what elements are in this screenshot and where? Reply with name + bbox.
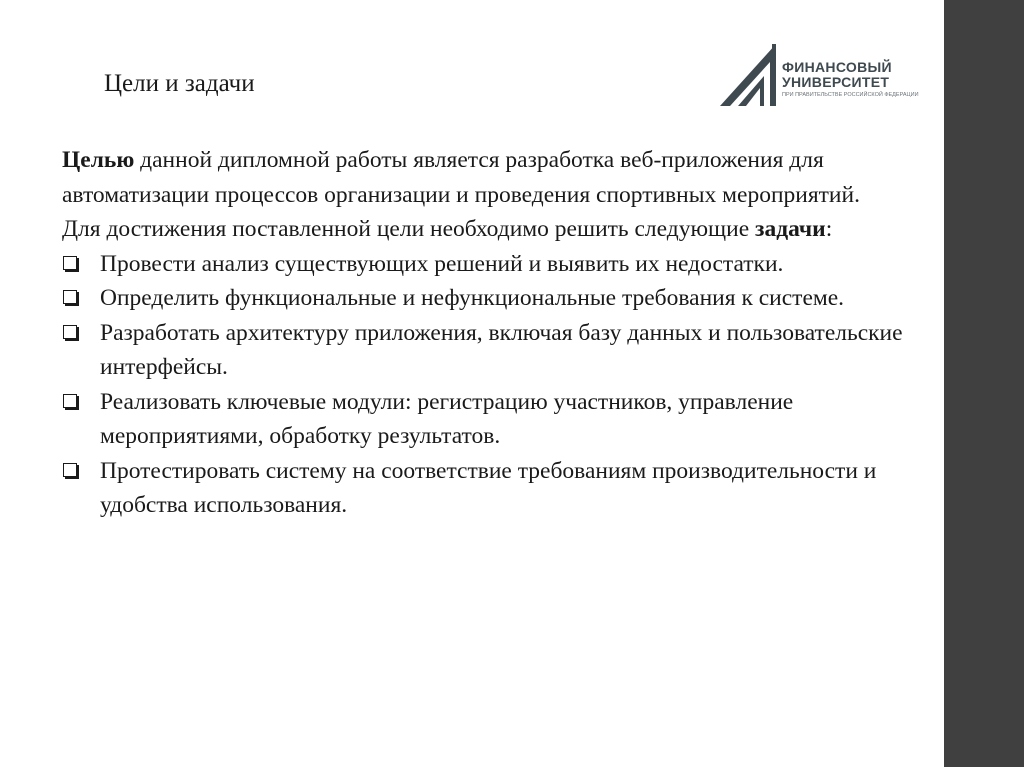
- list-item: [62, 385, 922, 454]
- task-list: [62, 247, 922, 523]
- checkbox-icon: [63, 325, 77, 339]
- slide-title: Цели и задачи: [104, 70, 255, 97]
- checkbox-icon: [63, 463, 77, 477]
- list-item: [62, 281, 922, 316]
- checkbox-icon: [63, 256, 77, 270]
- tasks-intro-suffix: :: [825, 216, 833, 242]
- task-text: Определить функциональные и нефункциональные требования к системе.: [100, 285, 845, 311]
- logo-subtitle: ПРИ ПРАВИТЕЛЬСТВЕ РОССИЙСКОЙ ФЕДЕРАЦИИ: [782, 92, 919, 98]
- logo-name: ФИНАНСОВЫЙ УНИВЕРСИТЕТ: [782, 59, 892, 90]
- tasks-intro-bold-word: задачи: [755, 216, 826, 242]
- task-text: Провести анализ существующих решений и выявить их недостатки.: [100, 250, 784, 277]
- task-text: Протестировать систему на соответствие требованиям производительности и удобства использования.: [100, 457, 877, 518]
- list-item: [62, 247, 922, 282]
- tasks-intro: [62, 212, 922, 247]
- list-item: [62, 316, 922, 385]
- goal-paragraph: [62, 143, 922, 212]
- goal-text: данной дипломной работы является разработка веб-приложения для автоматизации процессов организации и проведения спортивных мероприятий.: [62, 147, 860, 208]
- task-text: Разработать архитектуру приложения, включая базу данных и пользовательские интерфейсы.: [100, 319, 903, 380]
- university-logo: [716, 40, 928, 112]
- tasks-intro-text: Для достижения поставленной цели необходимо решить следующие: [62, 216, 756, 242]
- slide-content: [62, 143, 922, 523]
- logo-emblem-icon: [716, 40, 782, 112]
- checkbox-icon: [63, 394, 77, 408]
- task-text: Реализовать ключевые модули: регистрацию участников, управление мероприятиями, обработку результатов.: [100, 388, 794, 449]
- list-item: [62, 454, 922, 523]
- checkbox-icon: [63, 290, 77, 304]
- goal-bold-word: Целью: [62, 147, 135, 173]
- side-bar: [944, 0, 1024, 767]
